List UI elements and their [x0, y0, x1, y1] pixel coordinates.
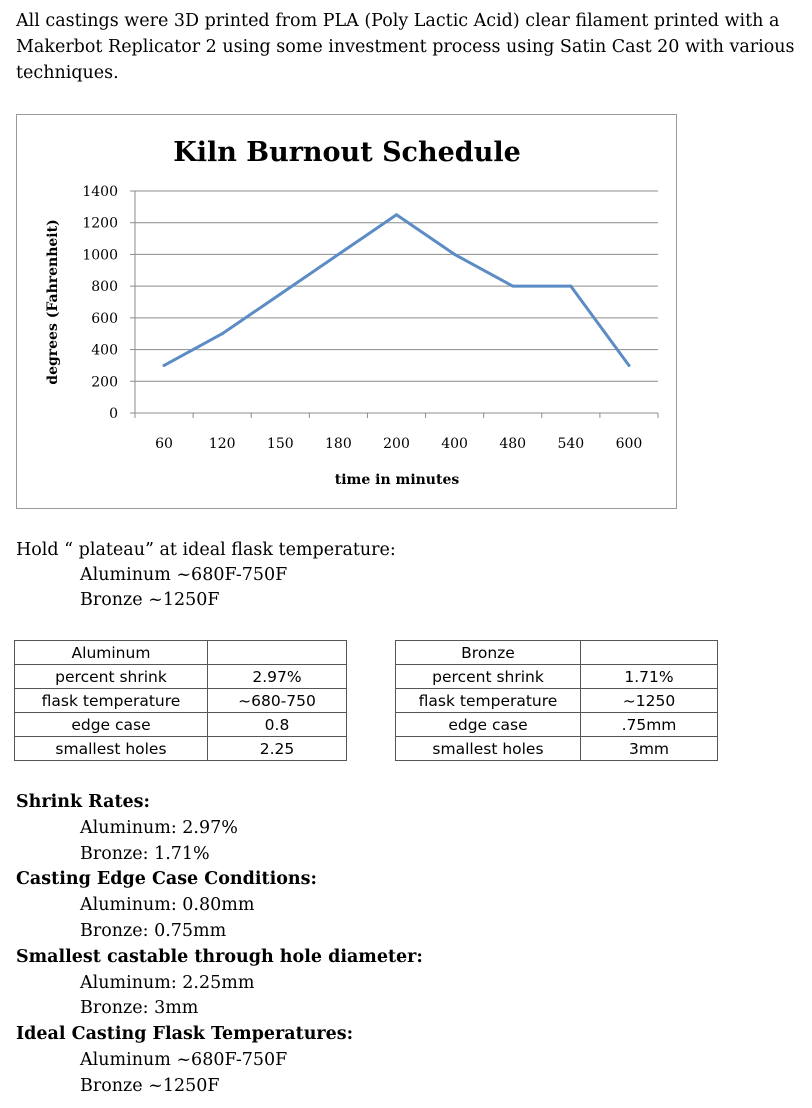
aluminum-table: [14, 640, 347, 761]
y-tick-label: 1000: [82, 247, 118, 264]
table-header-cell: Bronze: [396, 641, 581, 665]
x-tick-label: 400: [441, 436, 468, 452]
table-row: [396, 689, 718, 713]
chart-series: [163, 213, 631, 367]
data-point: [221, 332, 224, 335]
x-tick-label: 600: [615, 436, 643, 452]
chart-title: Kiln Burnout Schedule: [173, 137, 521, 168]
hole-diameter-heading: Smallest castable through hole diameter:: [16, 946, 423, 967]
table-row: [15, 689, 347, 713]
table-cell-label: flask temperature: [15, 689, 208, 713]
table-cell-value: 0.8: [208, 713, 347, 737]
flask-bronze: Bronze ~1250F: [80, 1075, 220, 1096]
table-header-cell: Aluminum: [15, 641, 208, 665]
flask-aluminum: Aluminum ~680F-750F: [80, 1049, 288, 1070]
hold-title: Hold “ plateau” at ideal flask temperature:: [16, 540, 396, 560]
chart-svg: [17, 115, 678, 510]
table-row: [396, 713, 718, 737]
edge-aluminum: Aluminum: 0.80mm: [80, 895, 255, 916]
table-header-row: [396, 641, 718, 665]
table-row: [396, 737, 718, 761]
bronze-table: [395, 640, 718, 761]
intro-paragraph: All castings were 3D printed from PLA (Poly Lactic Acid) clear filament printed with a Makerbot Replicator 2 using some investment process using Satin Cast 20 with various techniques.: [16, 11, 795, 83]
series-line: [164, 215, 629, 366]
data-point: [395, 213, 398, 216]
table-row: [15, 737, 347, 761]
y-tick-label: 200: [91, 374, 118, 391]
table-cell-label: edge case: [396, 713, 581, 737]
data-point: [279, 293, 282, 296]
y-tick-label: 800: [91, 279, 118, 296]
table-cell-value: 1.71%: [581, 665, 718, 689]
hold-aluminum: Aluminum ~680F-750F: [80, 565, 288, 585]
table-cell-label: percent shrink: [396, 665, 581, 689]
table-header-row: [15, 641, 347, 665]
table-cell-value: ~1250: [581, 689, 718, 713]
table-header-empty: [581, 641, 718, 665]
edge-bronze: Bronze: 0.75mm: [80, 920, 227, 941]
y-tick-label: 1200: [82, 215, 118, 232]
data-point: [627, 364, 630, 367]
table-row: [15, 713, 347, 737]
hold-plateau-section: [16, 538, 396, 613]
y-tick-label: 1400: [82, 184, 118, 200]
y-tick-label: 600: [91, 310, 118, 327]
table-header-empty: [208, 641, 347, 665]
x-tick-labels: [155, 436, 642, 452]
flask-temps-heading: Ideal Casting Flask Temperatures:: [16, 1024, 354, 1045]
table-cell-value: 2.25: [208, 737, 347, 761]
table-cell-label: smallest holes: [396, 737, 581, 761]
table-cell-value: 2.97%: [208, 665, 347, 689]
y-tick-labels: [82, 184, 118, 422]
x-tick-label: 540: [557, 436, 585, 452]
x-tick-label: 200: [383, 436, 410, 452]
data-point: [569, 285, 572, 288]
table-cell-value: 3mm: [581, 737, 718, 761]
shrink-rates-heading: Shrink Rates:: [16, 792, 150, 812]
data-point: [163, 364, 166, 367]
table-row: [396, 665, 718, 689]
hold-bronze: Bronze ~1250F: [80, 590, 220, 610]
y-tick-label: 0: [109, 406, 118, 422]
y-axis-label: degrees (Fahrenheit): [45, 219, 61, 385]
shrink-aluminum: Aluminum: 2.97%: [80, 817, 238, 838]
y-tick-label: 400: [91, 342, 118, 359]
table-cell-value: ~680-750: [208, 689, 347, 713]
data-point: [337, 253, 340, 256]
table-cell-label: smallest holes: [15, 737, 208, 761]
x-tick-label: 150: [266, 436, 294, 452]
table-cell-value: .75mm: [581, 713, 718, 737]
data-point: [511, 285, 514, 288]
table-cell-label: percent shrink: [15, 665, 208, 689]
chart-grid: [130, 191, 658, 418]
notes-section: [16, 790, 423, 1100]
table-cell-label: flask temperature: [396, 689, 581, 713]
shrink-bronze: Bronze: 1.71%: [80, 843, 210, 864]
holes-bronze: Bronze: 3mm: [80, 998, 199, 1019]
table-row: [15, 665, 347, 689]
holes-aluminum: Aluminum: 2.25mm: [80, 972, 255, 993]
x-tick-label: 480: [499, 436, 527, 452]
x-tick-label: 180: [325, 436, 352, 452]
x-tick-label: 60: [155, 436, 173, 452]
x-axis-label: time in minutes: [334, 472, 460, 488]
burnout-chart: [16, 114, 677, 509]
table-cell-label: edge case: [15, 713, 208, 737]
x-tick-label: 120: [208, 436, 236, 452]
edge-case-heading: Casting Edge Case Conditions:: [16, 869, 317, 890]
data-point: [453, 253, 456, 256]
